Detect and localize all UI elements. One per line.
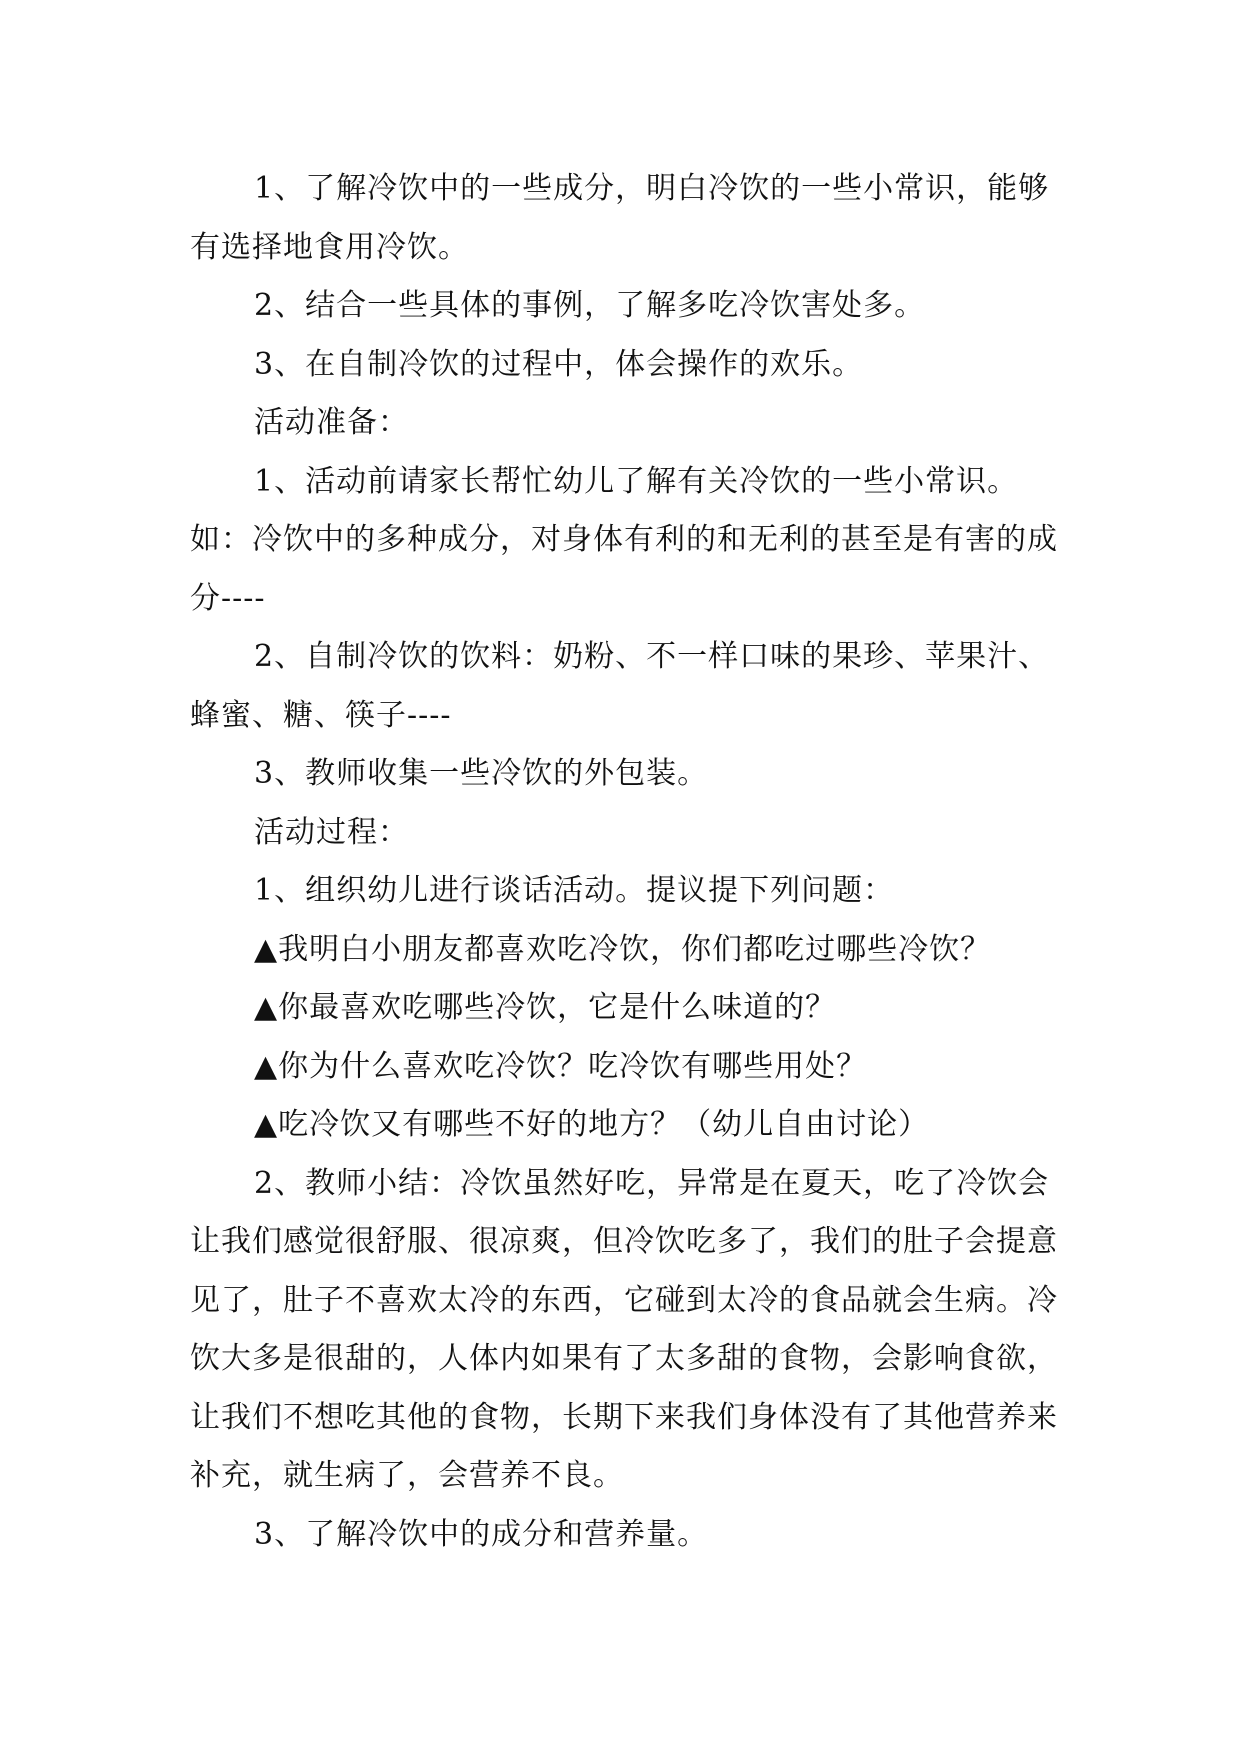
question-bullet-3: ▲你为什么喜欢吃冷饮？吃冷饮有哪些用处？ [254, 1048, 868, 1084]
process-step-1: 1、组织幼儿进行谈话活动。提议提下列问题： [254, 873, 895, 908]
preparation-item-3: 3、教师收集一些冷饮的外包装。 [254, 756, 709, 791]
question-bullet-1: ▲我明白小朋友都喜欢吃冷饮，你们都吃过哪些冷饮？ [254, 931, 992, 967]
goal-paragraph-3: 3、在自制冷饮的过程中，体会操作的欢乐。 [254, 346, 864, 382]
goal-paragraph-2: 2、结合一些具体的事例，了解多吃冷饮害处多。 [254, 288, 926, 323]
process-step-3: 3、了解冷饮中的成分和营养量。 [254, 1516, 709, 1552]
process-heading: 活动过程： [254, 814, 409, 850]
question-bullet-4: ▲吃冷饮又有哪些不好的地方？（幼儿自由讨论） [254, 1107, 930, 1142]
preparation-item-1: 1、活动前请家长帮忙幼儿了解有关冷饮的一些小常识。如：冷饮中的多种成分，对身体有利的和无利的甚至是有害的成分---- [190, 463, 1058, 616]
document-body [190, 160, 1060, 1564]
question-bullet-2: ▲你最喜欢吃哪些冷饮，它是什么味道的？ [254, 990, 837, 1025]
preparation-item-2: 2、自制冷饮的饮料：奶粉、不一样口味的果珍、苹果汁、蜂蜜、糖、筷子---- [190, 639, 1050, 733]
preparation-heading: 活动准备： [254, 405, 409, 440]
process-step-2: 2、教师小结：冷饮虽然好吃，异常是在夏天，吃了冷饮会让我们感觉很舒服、很凉爽，但冷饮吃多了，我们的肚子会提意见了，肚子不喜欢太冷的东西，它碰到太冷的食品就会生病。冷饮大多是很甜的，人体内如果有了太多甜的食物，会影响食欲，让我们不想吃其他的食物，长期下来我们身体没有了其他营养来补充，就生病了，会营养不良。 [190, 1165, 1058, 1493]
goal-paragraph-1: 1、了解冷饮中的一些成分，明白冷饮的一些小常识，能够有选择地食用冷饮。 [190, 171, 1050, 265]
